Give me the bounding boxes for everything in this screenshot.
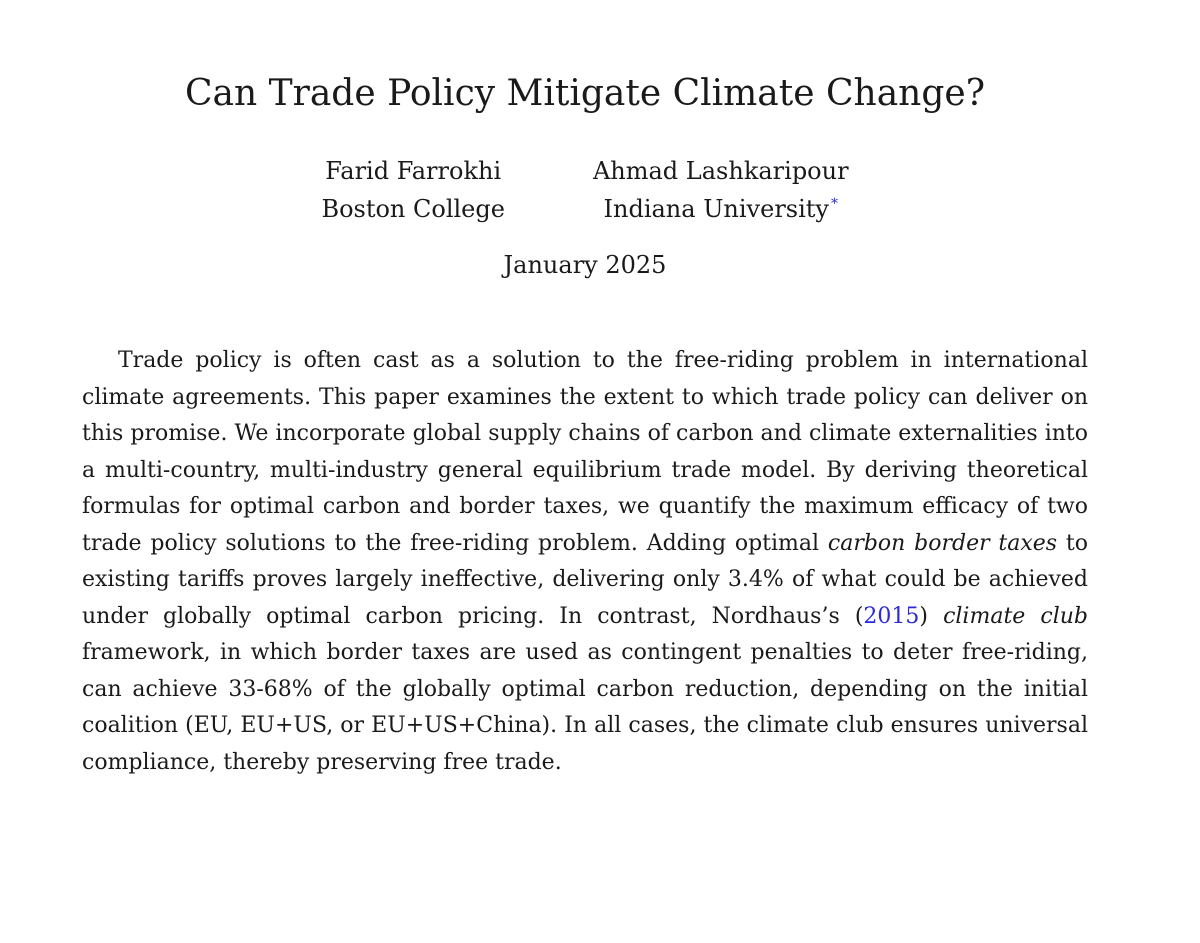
abstract-text: Trade policy is often cast as a solution to the free-riding problem in international climate agreements. This paper examines the extent to which trade policy can deliver on this promise. We incorporate global supply chains of carbon and climate externalities into a multi-country, multi-industry general equilibrium trade model. By deriving theoretical formulas for optimal carbon and border taxes, we quantify the maximum efficacy of two trade policy solutions to the free-riding problem. Adding optimal — [82, 348, 1088, 556]
citation-link-nordhaus[interactable]: 2015 — [863, 603, 920, 629]
paper-title: Can Trade Policy Mitigate Climate Change? — [184, 73, 985, 114]
author-affiliation: Boston College — [321, 195, 505, 223]
author-name: Ahmad Lashkaripour — [592, 157, 849, 185]
abstract-emphasis-carbon-border-taxes: carbon border taxes — [827, 530, 1058, 556]
author-farrokhi — [321, 152, 505, 228]
abstract — [82, 343, 1088, 781]
abstract-text: framework, in which border taxes are used as contingent penalties to deter free-riding, can achieve 33-68% of the globally optimal carbon reduction, depending on the initial coalition (EU, EU+US, or EU+US+China). In all cases, the climate club ensures universal compliance, thereby preserving free trade. — [82, 640, 1088, 775]
abstract-emphasis-climate-club: climate club — [943, 603, 1088, 629]
footnote-link[interactable]: * — [830, 196, 838, 212]
abstract-text: ) — [919, 603, 944, 629]
publication-date: January 2025 — [503, 251, 667, 279]
author-list — [0, 152, 1170, 228]
abstract-text: to existing tariffs proves largely ineffective, delivering only 3.4% of what could be achieved under globally optimal carbon pricing. In contrast, Nordhaus’s ( — [82, 530, 1088, 629]
author-affiliation-wrapper — [604, 190, 838, 228]
author-affiliation: Indiana University — [603, 195, 829, 223]
author-lashkaripour — [593, 152, 849, 228]
author-name: Farid Farrokhi — [325, 157, 502, 185]
